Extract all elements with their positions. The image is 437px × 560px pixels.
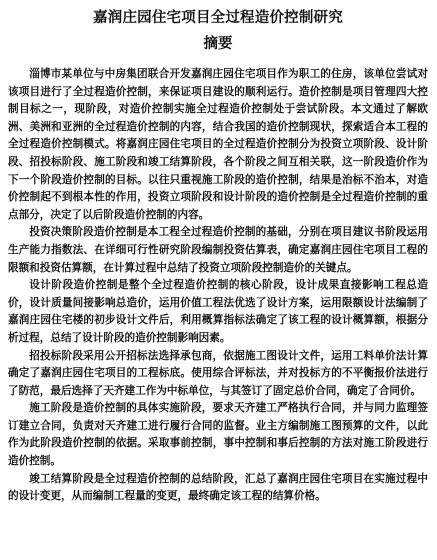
- abstract-paragraph-6: 竣工结算阶段是全过程造价控制的总结阶段，汇总了嘉润庄园住宅项目在实施过程中的设计变更，从而编制工程量的变更，最终确定该工程的结算价格。: [8, 472, 428, 503]
- paper-title: 嘉润庄园住宅项目全过程造价控制研究: [93, 10, 343, 26]
- abstract-paragraph-2: 投资决策阶段造价控制是本工程全过程造价控制的基础，分别在项目建议书阶段运用生产能力指数法、在详细可行性研究阶段编制投资估算表，确定嘉润庄园住宅项目工程的限额和投资估算额，在计算过程中总结了投资立项阶段控制造价的关键点。: [8, 226, 428, 274]
- abstract-paragraph-3: 设计阶段造价控制是整个全过程造价控制的核心阶段，设计成果直接影响工程总造价，设计质量间接影响总造价，运用价值工程法优选了设计方案，运用限额设计法编制了嘉润庄园住宅楼的初步设计文件后，利用概算指标法确定了该工程的设计概算额，根据分析过程，总结了设计阶段的造价控制影响因素。: [8, 279, 428, 344]
- abstract-paragraph-1: 淄博市某单位与中房集团联合开发嘉润庄园住宅项目作为职工的住房，该单位尝试对该项目进行了全过程造价控制，来保证项目建设的顺利运行。造价控制是项目管理四大控制目标之一，现阶段，对造价控制实施全过程造价控制处于尝试阶段。本文通过了解欧洲、美洲和亚洲的全过程造价控制的内容，结合我国的造价控制现状，探索适合本工程的全过程造价控制模式。将嘉润庄园住宅项目的全过程造价控制分为投资立项阶段、设计阶段、招投标阶段、施工阶段和竣工结算阶段，各个阶段之间互相关联，这一阶段造价作为下一个阶段造价控制的目标。以往只重视施工阶段的造价控制，结果是治标不治本，对造价控制起不到根本性的作用，投资立项阶段和设计阶段的造价控制是全过程造价控制的重点部分，决定了以后阶段造价控制的内容。: [8, 68, 428, 221]
- abstract-heading: 摘要: [203, 36, 233, 52]
- document-page: [8, 8, 428, 506]
- abstract-paragraph-4: 招投标阶段采用公开招标法选择承包商，依据施工图设计文件，运用工料单价法计算确定了嘉润庄园住宅项目的工程标底。使用综合评标法，并对投标方的不平衡报价法进行了防范，最后选择了天齐建工作为中标单位，与其签订了固定总价合同，确定了合同价。: [8, 349, 428, 397]
- abstract-paragraph-5: 施工阶段是造价控制的具体实施阶段，要求天齐建工严格执行合同，并与同力监理签订建立合同，负责对天齐建工进行履行合同的监督。业主方编制施工图预算的文件，以此作为此阶段造价控制的依据。采取事前控制，事中控制和事后控制的方法对施工阶段进行造价控制。: [8, 402, 428, 468]
